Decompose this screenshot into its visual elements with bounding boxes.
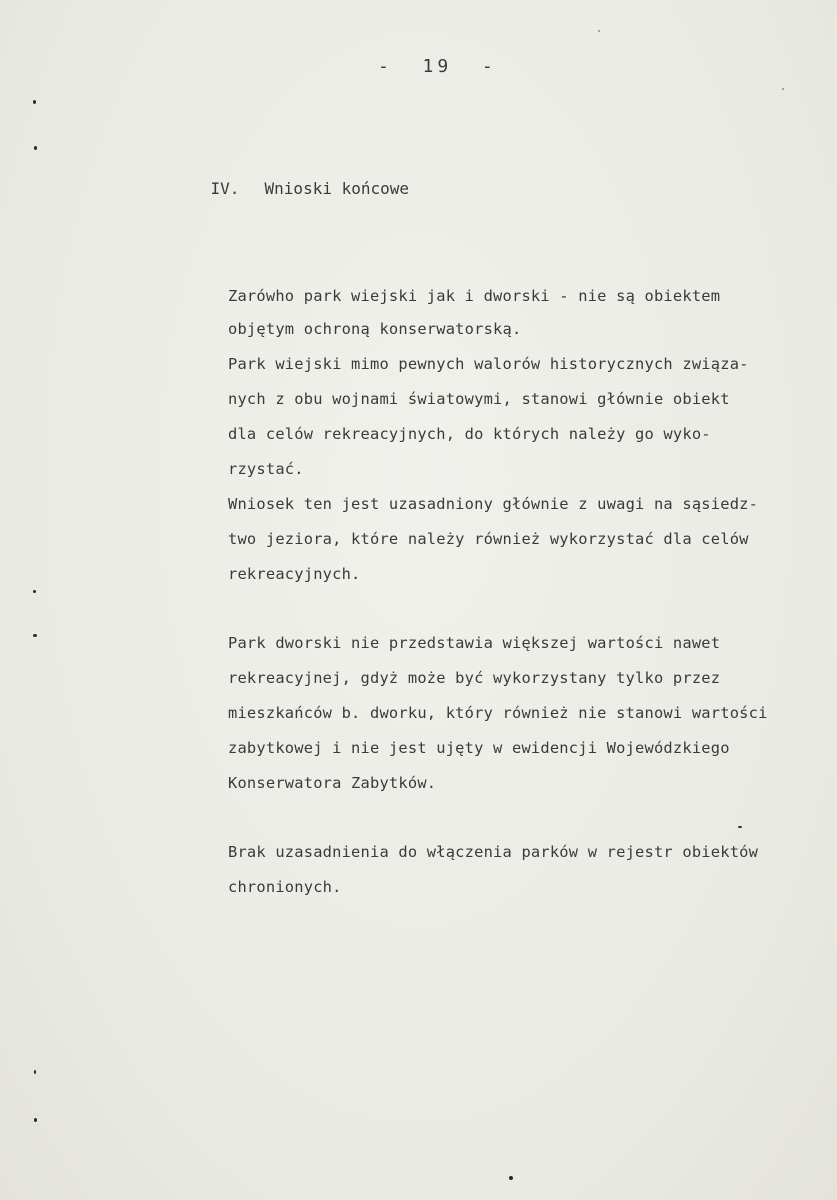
scan-speck [738,826,742,828]
text-line: nych z obu wojnami światowymi, stanowi głównie obiekt [228,390,730,408]
text-line: objętym ochroną konserwatorską. [228,320,522,338]
scan-speck [782,88,784,90]
scan-speck [34,146,37,150]
text-line: rekreacyjnych. [228,565,361,583]
section-title: Wnioski końcowe [264,179,410,198]
text-line: Wniosek ten jest uzasadniony głównie z uwagi na sąsiedz- [228,495,759,513]
text-line: Konserwatora Zabytków. [228,774,437,792]
scan-speck [33,590,36,593]
text-line: zabytkowej i nie jest ujęty w ewidencji Wojewódzkiego [228,739,730,757]
scan-speck [598,30,600,32]
scan-speck [34,1118,37,1122]
section-heading [172,160,409,217]
text-line: Brak uzasadnienia do włączenia parków w rejestr obiektów [228,843,759,861]
scan-speck [509,1176,513,1180]
section-number: IV. [210,179,240,198]
text-line: chronionych. [228,878,342,896]
text-line: dla celów rekreacyjnych, do których należy go wyko- [228,425,711,443]
text-line: rzystać. [228,460,304,478]
text-line: two jeziora, które należy również wykorzystać dla celów [228,530,749,548]
text-line: Park dworski nie przedstawia większej wartości nawet [228,634,721,652]
scan-speck [34,1070,36,1074]
page-number: - 19 - [378,56,497,77]
text-line: rekreacyjnej, gdyż może być wykorzystany tylko przez [228,669,721,687]
scan-speck [33,100,36,104]
text-line: mieszkańców b. dworku, który również nie stanowi wartości [228,704,768,722]
scan-speck [33,634,37,637]
text-line: Park wiejski mimo pewnych walorów historycznych związa- [228,355,749,373]
text-line: Zarówho park wiejski jak i dworski - nie są obiektem [228,287,721,305]
